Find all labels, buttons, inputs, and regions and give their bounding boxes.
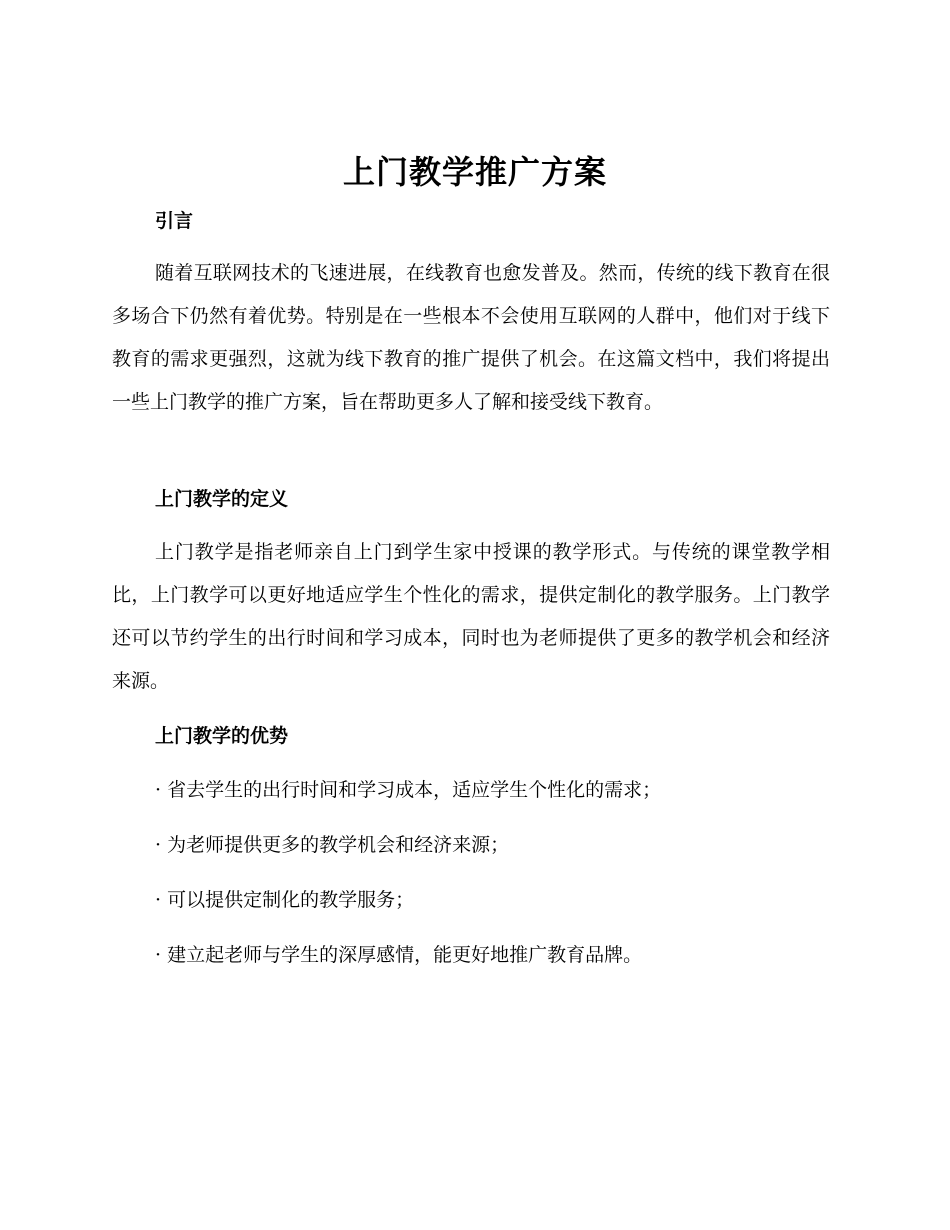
list-item: · 建立起老师与学生的深厚感情，能更好地推广教育品牌。: [155, 944, 643, 966]
list-item: · 可以提供定制化的教学服务；: [155, 889, 415, 911]
document-title: 上门教学推广方案: [342, 153, 607, 191]
section-heading-definition: 上门教学的定义: [155, 488, 289, 510]
section-heading-advantages: 上门教学的优势: [155, 725, 289, 747]
section-heading-introduction: 引言: [155, 210, 194, 232]
list-item: · 省去学生的出行时间和学习成本，适应学生个性化的需求；: [155, 779, 662, 801]
list-item: · 为老师提供更多的教学机会和经济来源；: [155, 834, 510, 856]
section-paragraph-definition: 上门教学是指老师亲自上门到学生家中授课的教学形式。与传统的课堂教学相比，上门教学可以更好地适应学生个性化的需求，提供定制化的教学服务。上门教学还可以节约学生的出行时间和学习成本，同时也为老师提供了更多的教学机会和经济来源。: [112, 541, 830, 692]
section-paragraph-introduction: 随着互联网技术的飞速进展，在线教育也愈发普及。然而，传统的线下教育在很多场合下仍然有着优势。特别是在一些根本不会使用互联网的人群中，他们对于线下教育的需求更强烈，这就为线下教育的推广提供了机会。在这篇文档中，我们将提出一些上门教学的推广方案，旨在帮助更多人了解和接受线下教育。: [112, 262, 830, 413]
